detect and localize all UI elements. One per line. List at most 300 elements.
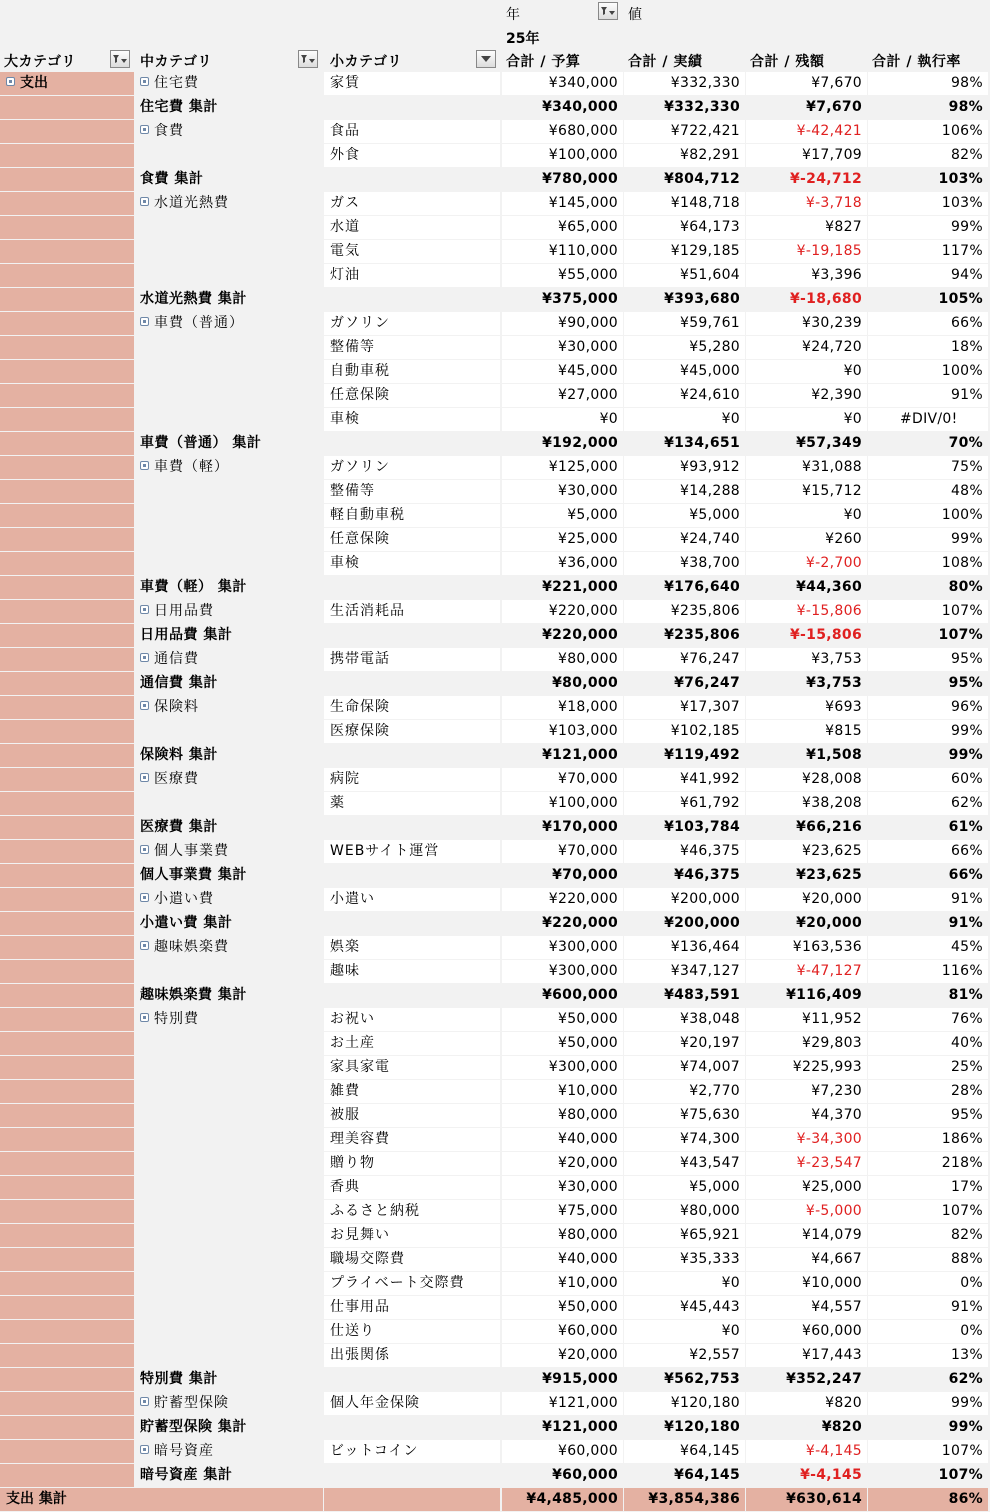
collapse-icon[interactable]	[140, 1445, 149, 1454]
actual-cell[interactable]: ¥20,197	[624, 1032, 745, 1055]
big-category-cell[interactable]	[0, 1392, 134, 1415]
rate-cell[interactable]: 106%	[868, 120, 988, 143]
big-category-cell[interactable]	[0, 312, 134, 335]
big-category-cell[interactable]	[0, 1464, 134, 1487]
mid-category-cell[interactable]	[134, 1128, 323, 1151]
collapse-icon[interactable]	[140, 317, 149, 326]
remain-cell[interactable]: ¥3,396	[746, 264, 867, 287]
actual-cell[interactable]: ¥17,307	[624, 696, 745, 719]
big-category-cell[interactable]	[0, 144, 134, 167]
small-category-cell[interactable]: ガソリン	[324, 312, 500, 335]
budget-cell[interactable]: ¥65,000	[502, 216, 623, 239]
budget-cell[interactable]: ¥100,000	[502, 792, 623, 815]
mid-category-cell[interactable]	[134, 120, 323, 143]
actual-cell[interactable]: ¥200,000	[624, 888, 745, 911]
rate-cell[interactable]: 95%	[868, 1104, 988, 1127]
actual-cell[interactable]: ¥3,854,386	[624, 1488, 745, 1511]
budget-cell[interactable]: ¥0	[502, 408, 623, 431]
mid-category-cell[interactable]	[134, 192, 323, 215]
remain-cell[interactable]: ¥-5,000	[746, 1200, 867, 1223]
rate-cell[interactable]: 108%	[868, 552, 988, 575]
small-category-cell[interactable]	[324, 624, 500, 647]
small-category-cell[interactable]: 携帯電話	[324, 648, 500, 671]
rate-cell[interactable]: 66%	[868, 840, 988, 863]
big-category-cell[interactable]	[0, 1416, 134, 1439]
small-category-cell[interactable]: 仕送り	[324, 1320, 500, 1343]
remain-cell[interactable]: ¥815	[746, 720, 867, 743]
actual-cell[interactable]: ¥93,912	[624, 456, 745, 479]
budget-cell[interactable]: ¥80,000	[502, 648, 623, 671]
big-category-cell[interactable]	[0, 1440, 134, 1463]
actual-cell[interactable]: ¥2,557	[624, 1344, 745, 1367]
mid-category-cell[interactable]	[134, 936, 323, 959]
mid-category-cell[interactable]	[134, 792, 323, 815]
remain-cell[interactable]: ¥2,390	[746, 384, 867, 407]
actual-cell[interactable]: ¥129,185	[624, 240, 745, 263]
collapse-icon[interactable]	[140, 941, 149, 950]
budget-cell[interactable]: ¥80,000	[502, 1104, 623, 1127]
actual-cell[interactable]: ¥75,630	[624, 1104, 745, 1127]
mid-category-cell[interactable]	[134, 1272, 323, 1295]
remain-cell[interactable]: ¥-34,300	[746, 1128, 867, 1151]
rate-cell[interactable]: 100%	[868, 360, 988, 383]
actual-cell[interactable]: ¥51,604	[624, 264, 745, 287]
mid-category-cell[interactable]	[134, 144, 323, 167]
big-category-cell[interactable]	[0, 1344, 134, 1367]
big-category-cell[interactable]	[0, 192, 134, 215]
big-category-cell[interactable]	[0, 1008, 134, 1031]
remain-cell[interactable]: ¥352,247	[786, 1371, 862, 1387]
actual-cell[interactable]: ¥64,145	[674, 1467, 740, 1483]
remain-cell[interactable]: ¥3,753	[746, 648, 867, 671]
actual-cell[interactable]: ¥0	[624, 1272, 745, 1295]
mid-category-filter-button[interactable]	[298, 50, 318, 68]
mid-category-cell[interactable]: 貯蓄型保険 集計	[140, 1419, 247, 1435]
small-category-cell[interactable]	[324, 1416, 500, 1439]
small-category-cell[interactable]: 理美容費	[324, 1128, 500, 1151]
small-category-cell[interactable]: 生活消耗品	[324, 600, 500, 623]
budget-cell[interactable]: ¥70,000	[502, 768, 623, 791]
small-category-cell[interactable]: 贈り物	[324, 1152, 500, 1175]
big-category-cell[interactable]	[0, 432, 134, 455]
mid-category-cell[interactable]: 日用品費 集計	[140, 627, 233, 643]
small-category-cell[interactable]: 任意保険	[324, 384, 500, 407]
remain-cell[interactable]: ¥10,000	[746, 1272, 867, 1295]
big-category-cell[interactable]	[0, 72, 134, 95]
budget-cell[interactable]: ¥300,000	[502, 1056, 623, 1079]
big-category-cell[interactable]	[0, 912, 134, 935]
budget-cell[interactable]: ¥10,000	[502, 1080, 623, 1103]
remain-cell[interactable]: ¥116,409	[786, 987, 862, 1003]
small-category-cell[interactable]: WEBサイト運営	[324, 840, 500, 863]
mid-category-cell[interactable]: 保険料 集計	[140, 747, 218, 763]
budget-cell[interactable]: ¥600,000	[542, 987, 618, 1003]
mid-category-cell[interactable]	[134, 888, 323, 911]
small-category-cell[interactable]	[324, 288, 500, 311]
big-category-cell[interactable]	[0, 288, 134, 311]
mid-category-cell[interactable]	[134, 1008, 323, 1031]
mid-category-cell[interactable]	[134, 480, 323, 503]
budget-cell[interactable]: ¥220,000	[502, 600, 623, 623]
mid-category-cell[interactable]: 車費（普通） 集計	[140, 435, 262, 451]
rate-cell[interactable]: 66%	[948, 867, 983, 883]
mid-category-cell[interactable]	[134, 1152, 323, 1175]
actual-cell[interactable]: ¥14,288	[624, 480, 745, 503]
actual-cell[interactable]: ¥76,247	[624, 648, 745, 671]
remain-cell[interactable]: ¥24,720	[746, 336, 867, 359]
budget-cell[interactable]: ¥340,000	[542, 99, 618, 115]
small-category-cell[interactable]: 整備等	[324, 480, 500, 503]
collapse-icon[interactable]	[140, 197, 149, 206]
budget-cell[interactable]: ¥80,000	[502, 1224, 623, 1247]
budget-cell[interactable]: ¥55,000	[502, 264, 623, 287]
remain-cell[interactable]: ¥4,557	[746, 1296, 867, 1319]
actual-cell[interactable]: ¥134,651	[664, 435, 740, 451]
small-category-cell[interactable]: 医療保険	[324, 720, 500, 743]
remain-cell[interactable]: ¥-3,718	[746, 192, 867, 215]
rate-cell[interactable]: 91%	[868, 1296, 988, 1319]
big-category-cell[interactable]	[0, 984, 134, 1007]
actual-cell[interactable]: ¥2,770	[624, 1080, 745, 1103]
mid-category-cell[interactable]	[134, 336, 323, 359]
actual-cell[interactable]: ¥0	[624, 1320, 745, 1343]
mid-category-cell[interactable]	[134, 312, 323, 335]
budget-cell[interactable]: ¥50,000	[502, 1008, 623, 1031]
small-category-cell[interactable]: 出張関係	[324, 1344, 500, 1367]
big-category-cell[interactable]	[0, 528, 134, 551]
budget-cell[interactable]: ¥5,000	[502, 504, 623, 527]
big-category-cell[interactable]	[0, 1056, 134, 1079]
actual-cell[interactable]: ¥46,375	[674, 867, 740, 883]
remain-cell[interactable]: ¥820	[821, 1419, 862, 1435]
big-category-cell[interactable]	[0, 1248, 134, 1271]
budget-cell[interactable]: ¥70,000	[502, 840, 623, 863]
rate-cell[interactable]: 60%	[868, 768, 988, 791]
small-category-cell[interactable]: ビットコイン	[324, 1440, 500, 1463]
rate-cell[interactable]: 218%	[868, 1152, 988, 1175]
rate-cell[interactable]: #DIV/0!	[868, 408, 988, 431]
actual-cell[interactable]: ¥722,421	[624, 120, 745, 143]
remain-cell[interactable]: ¥-23,547	[746, 1152, 867, 1175]
actual-cell[interactable]: ¥76,247	[674, 675, 740, 691]
remain-cell[interactable]: ¥630,614	[746, 1488, 867, 1511]
rate-cell[interactable]: 98%	[948, 99, 983, 115]
remain-cell[interactable]: ¥-42,421	[746, 120, 867, 143]
small-category-cell[interactable]: 灯油	[324, 264, 500, 287]
rate-cell[interactable]: 66%	[868, 312, 988, 335]
remain-cell[interactable]: ¥225,993	[746, 1056, 867, 1079]
grand-total-label[interactable]: 支出 集計	[0, 1488, 134, 1511]
rate-cell[interactable]: 91%	[868, 888, 988, 911]
rate-cell[interactable]: 40%	[868, 1032, 988, 1055]
budget-cell[interactable]: ¥103,000	[502, 720, 623, 743]
actual-cell[interactable]: ¥5,280	[624, 336, 745, 359]
mid-category-cell[interactable]: 水道光熱費 集計	[140, 291, 247, 307]
rate-cell[interactable]: 80%	[948, 579, 983, 595]
small-category-cell[interactable]: 家賃	[324, 72, 500, 95]
actual-cell[interactable]: ¥235,806	[664, 627, 740, 643]
remain-cell[interactable]: ¥60,000	[746, 1320, 867, 1343]
actual-cell[interactable]: ¥393,680	[664, 291, 740, 307]
big-category-cell[interactable]	[0, 600, 134, 623]
mid-category-cell[interactable]	[134, 72, 323, 95]
budget-cell[interactable]: ¥36,000	[502, 552, 623, 575]
mid-category-cell[interactable]	[134, 1032, 323, 1055]
big-category-cell[interactable]	[0, 408, 134, 431]
big-category-cell[interactable]	[0, 360, 134, 383]
big-category-cell[interactable]	[0, 1152, 134, 1175]
actual-cell[interactable]: ¥804,712	[664, 171, 740, 187]
budget-cell[interactable]: ¥220,000	[502, 888, 623, 911]
small-category-cell[interactable]	[324, 1464, 500, 1487]
rate-cell[interactable]: 107%	[868, 1200, 988, 1223]
big-category-cell[interactable]	[0, 1296, 134, 1319]
mid-category-cell[interactable]	[134, 1104, 323, 1127]
rate-cell[interactable]: 107%	[938, 627, 983, 643]
rate-cell[interactable]: 48%	[868, 480, 988, 503]
remain-cell[interactable]: ¥11,952	[746, 1008, 867, 1031]
big-category-cell[interactable]	[0, 120, 134, 143]
small-category-cell[interactable]: ガス	[324, 192, 500, 215]
rate-cell[interactable]: 99%	[868, 216, 988, 239]
big-category-cell[interactable]	[0, 1176, 134, 1199]
big-category-cell[interactable]	[0, 768, 134, 791]
actual-cell[interactable]: ¥136,464	[624, 936, 745, 959]
rate-cell[interactable]: 76%	[868, 1008, 988, 1031]
rate-cell[interactable]: 96%	[868, 696, 988, 719]
rate-cell[interactable]: 17%	[868, 1176, 988, 1199]
mid-category-cell[interactable]	[134, 1320, 323, 1343]
actual-cell[interactable]: ¥38,048	[624, 1008, 745, 1031]
mid-category-cell[interactable]	[134, 720, 323, 743]
big-category-cell[interactable]	[0, 1224, 134, 1247]
budget-cell[interactable]: ¥10,000	[502, 1272, 623, 1295]
rate-cell[interactable]: 116%	[868, 960, 988, 983]
remain-cell[interactable]: ¥17,443	[746, 1344, 867, 1367]
big-category-cell[interactable]	[0, 456, 134, 479]
small-category-cell[interactable]: お見舞い	[324, 1224, 500, 1247]
budget-cell[interactable]: ¥680,000	[502, 120, 623, 143]
rate-cell[interactable]: 28%	[868, 1080, 988, 1103]
small-category-cell[interactable]: 個人年金保険	[324, 1392, 500, 1415]
mid-category-cell[interactable]	[134, 1296, 323, 1319]
mid-category-cell[interactable]	[134, 408, 323, 431]
remain-cell[interactable]: ¥7,670	[806, 99, 862, 115]
remain-cell[interactable]: ¥17,709	[746, 144, 867, 167]
budget-cell[interactable]: ¥170,000	[542, 819, 618, 835]
remain-cell[interactable]: ¥-19,185	[746, 240, 867, 263]
actual-cell[interactable]: ¥120,180	[664, 1419, 740, 1435]
small-category-cell[interactable]: 香典	[324, 1176, 500, 1199]
remain-cell[interactable]: ¥820	[746, 1392, 867, 1415]
small-category-cell[interactable]: ふるさと納税	[324, 1200, 500, 1223]
small-category-cell[interactable]	[324, 1488, 500, 1511]
remain-cell[interactable]: ¥-47,127	[746, 960, 867, 983]
collapse-icon[interactable]	[140, 701, 149, 710]
year-filter-button[interactable]	[598, 2, 618, 20]
small-category-cell[interactable]: 車検	[324, 408, 500, 431]
small-category-cell[interactable]	[324, 912, 500, 935]
big-category-cell[interactable]	[0, 384, 134, 407]
actual-cell[interactable]: ¥64,145	[624, 1440, 745, 1463]
remain-cell[interactable]: ¥7,230	[746, 1080, 867, 1103]
big-category-cell[interactable]	[0, 576, 134, 599]
small-category-cell[interactable]	[324, 864, 500, 887]
mid-category-cell[interactable]	[134, 504, 323, 527]
mid-category-cell[interactable]	[134, 264, 323, 287]
big-category-cell[interactable]	[0, 96, 134, 119]
budget-cell[interactable]: ¥18,000	[502, 696, 623, 719]
rate-cell[interactable]: 61%	[948, 819, 983, 835]
small-category-cell[interactable]: 雑費	[324, 1080, 500, 1103]
remain-cell[interactable]: ¥7,670	[746, 72, 867, 95]
mid-category-cell[interactable]	[134, 552, 323, 575]
rate-cell[interactable]: 99%	[868, 720, 988, 743]
big-category-cell[interactable]	[0, 1104, 134, 1127]
rate-cell[interactable]: 88%	[868, 1248, 988, 1271]
mid-category-cell[interactable]	[134, 1488, 323, 1511]
actual-cell[interactable]: ¥102,185	[624, 720, 745, 743]
rate-cell[interactable]: 91%	[868, 384, 988, 407]
small-category-cell[interactable]: ガソリン	[324, 456, 500, 479]
mid-category-cell[interactable]	[134, 600, 323, 623]
big-category-cell[interactable]	[0, 1320, 134, 1343]
remain-cell[interactable]: ¥-15,806	[746, 600, 867, 623]
budget-cell[interactable]: ¥780,000	[542, 171, 618, 187]
budget-cell[interactable]: ¥40,000	[502, 1248, 623, 1271]
remain-cell[interactable]: ¥44,360	[796, 579, 862, 595]
big-category-cell[interactable]	[0, 840, 134, 863]
big-category-cell[interactable]	[0, 336, 134, 359]
mid-category-cell[interactable]: 車費（軽） 集計	[140, 579, 247, 595]
collapse-icon[interactable]	[140, 125, 149, 134]
actual-cell[interactable]: ¥64,173	[624, 216, 745, 239]
actual-cell[interactable]: ¥562,753	[664, 1371, 740, 1387]
small-category-cell[interactable]	[324, 744, 500, 767]
actual-cell[interactable]: ¥483,591	[664, 987, 740, 1003]
rate-cell[interactable]: 99%	[948, 747, 983, 763]
rate-cell[interactable]: 94%	[868, 264, 988, 287]
remain-cell[interactable]: ¥4,667	[746, 1248, 867, 1271]
big-category-cell[interactable]	[0, 1200, 134, 1223]
mid-category-cell[interactable]	[134, 1080, 323, 1103]
small-category-cell[interactable]	[324, 1368, 500, 1391]
small-category-cell[interactable]	[324, 672, 500, 695]
big-category-cell[interactable]	[0, 552, 134, 575]
rate-cell[interactable]: 99%	[868, 1392, 988, 1415]
actual-cell[interactable]: ¥65,921	[624, 1224, 745, 1247]
small-category-cell[interactable]: 趣味	[324, 960, 500, 983]
rate-cell[interactable]: 82%	[868, 144, 988, 167]
budget-cell[interactable]: ¥192,000	[542, 435, 618, 451]
budget-cell[interactable]: ¥25,000	[502, 528, 623, 551]
collapse-icon[interactable]	[140, 773, 149, 782]
rate-cell[interactable]: 86%	[868, 1488, 988, 1511]
actual-cell[interactable]: ¥0	[624, 408, 745, 431]
budget-cell[interactable]: ¥50,000	[502, 1032, 623, 1055]
big-category-cell[interactable]	[0, 624, 134, 647]
collapse-icon[interactable]	[140, 1013, 149, 1022]
mid-category-cell[interactable]	[134, 1440, 323, 1463]
mid-category-cell[interactable]	[134, 240, 323, 263]
big-category-filter-button[interactable]	[110, 50, 130, 68]
collapse-icon[interactable]	[140, 653, 149, 662]
remain-cell[interactable]: ¥20,000	[746, 888, 867, 911]
big-category-cell[interactable]	[0, 216, 134, 239]
small-category-cell[interactable]: 生命保険	[324, 696, 500, 719]
remain-cell[interactable]: ¥3,753	[806, 675, 862, 691]
budget-cell[interactable]: ¥340,000	[502, 72, 623, 95]
mid-category-cell[interactable]: 個人事業費 集計	[140, 867, 247, 883]
actual-cell[interactable]: ¥119,492	[664, 747, 740, 763]
big-category-cell[interactable]	[0, 648, 134, 671]
big-category-cell[interactable]	[0, 792, 134, 815]
big-category-cell[interactable]	[0, 480, 134, 503]
small-category-cell[interactable]	[324, 984, 500, 1007]
actual-cell[interactable]: ¥5,000	[624, 1176, 745, 1199]
budget-cell[interactable]: ¥60,000	[502, 1440, 623, 1463]
mid-category-cell[interactable]: 特別費 集計	[140, 1371, 218, 1387]
actual-cell[interactable]: ¥103,784	[664, 819, 740, 835]
actual-cell[interactable]: ¥347,127	[624, 960, 745, 983]
small-category-cell[interactable]: プライベート交際費	[324, 1272, 500, 1295]
actual-cell[interactable]: ¥61,792	[624, 792, 745, 815]
rate-cell[interactable]: 186%	[868, 1128, 988, 1151]
remain-cell[interactable]: ¥30,239	[746, 312, 867, 335]
budget-cell[interactable]: ¥100,000	[502, 144, 623, 167]
rate-cell[interactable]: 70%	[948, 435, 983, 451]
remain-cell[interactable]: ¥-4,145	[800, 1467, 862, 1483]
big-category-cell[interactable]	[0, 936, 134, 959]
rate-cell[interactable]: 105%	[938, 291, 983, 307]
remain-cell[interactable]: ¥-15,806	[790, 627, 862, 643]
rate-cell[interactable]: 95%	[948, 675, 983, 691]
remain-cell[interactable]: ¥23,625	[796, 867, 862, 883]
remain-cell[interactable]: ¥-24,712	[790, 171, 862, 187]
rate-cell[interactable]: 82%	[868, 1224, 988, 1247]
mid-category-cell[interactable]	[134, 1392, 323, 1415]
budget-cell[interactable]: ¥121,000	[542, 1419, 618, 1435]
rate-cell[interactable]: 95%	[868, 648, 988, 671]
remain-cell[interactable]: ¥-4,145	[746, 1440, 867, 1463]
remain-cell[interactable]: ¥-18,680	[790, 291, 862, 307]
collapse-icon[interactable]	[140, 845, 149, 854]
small-category-cell[interactable]: 薬	[324, 792, 500, 815]
remain-cell[interactable]: ¥-2,700	[746, 552, 867, 575]
budget-cell[interactable]: ¥145,000	[502, 192, 623, 215]
rate-cell[interactable]: 91%	[948, 915, 983, 931]
budget-cell[interactable]: ¥20,000	[502, 1152, 623, 1175]
mid-category-cell[interactable]	[134, 768, 323, 791]
actual-cell[interactable]: ¥74,007	[624, 1056, 745, 1079]
budget-cell[interactable]: ¥30,000	[502, 1176, 623, 1199]
big-category-cell[interactable]	[0, 816, 134, 839]
budget-cell[interactable]: ¥4,485,000	[502, 1488, 623, 1511]
rate-cell[interactable]: 107%	[868, 600, 988, 623]
remain-cell[interactable]: ¥693	[746, 696, 867, 719]
actual-cell[interactable]: ¥59,761	[624, 312, 745, 335]
small-category-cell[interactable]: 小遣い	[324, 888, 500, 911]
rate-cell[interactable]: 81%	[948, 987, 983, 1003]
mid-category-cell[interactable]: 通信費 集計	[140, 675, 218, 691]
rate-cell[interactable]: 0%	[868, 1320, 988, 1343]
mid-category-cell[interactable]	[134, 528, 323, 551]
actual-cell[interactable]: ¥176,640	[664, 579, 740, 595]
mid-category-cell[interactable]	[134, 1344, 323, 1367]
small-category-cell[interactable]: 水道	[324, 216, 500, 239]
small-category-cell[interactable]	[324, 432, 500, 455]
small-category-cell[interactable]: 自動車税	[324, 360, 500, 383]
